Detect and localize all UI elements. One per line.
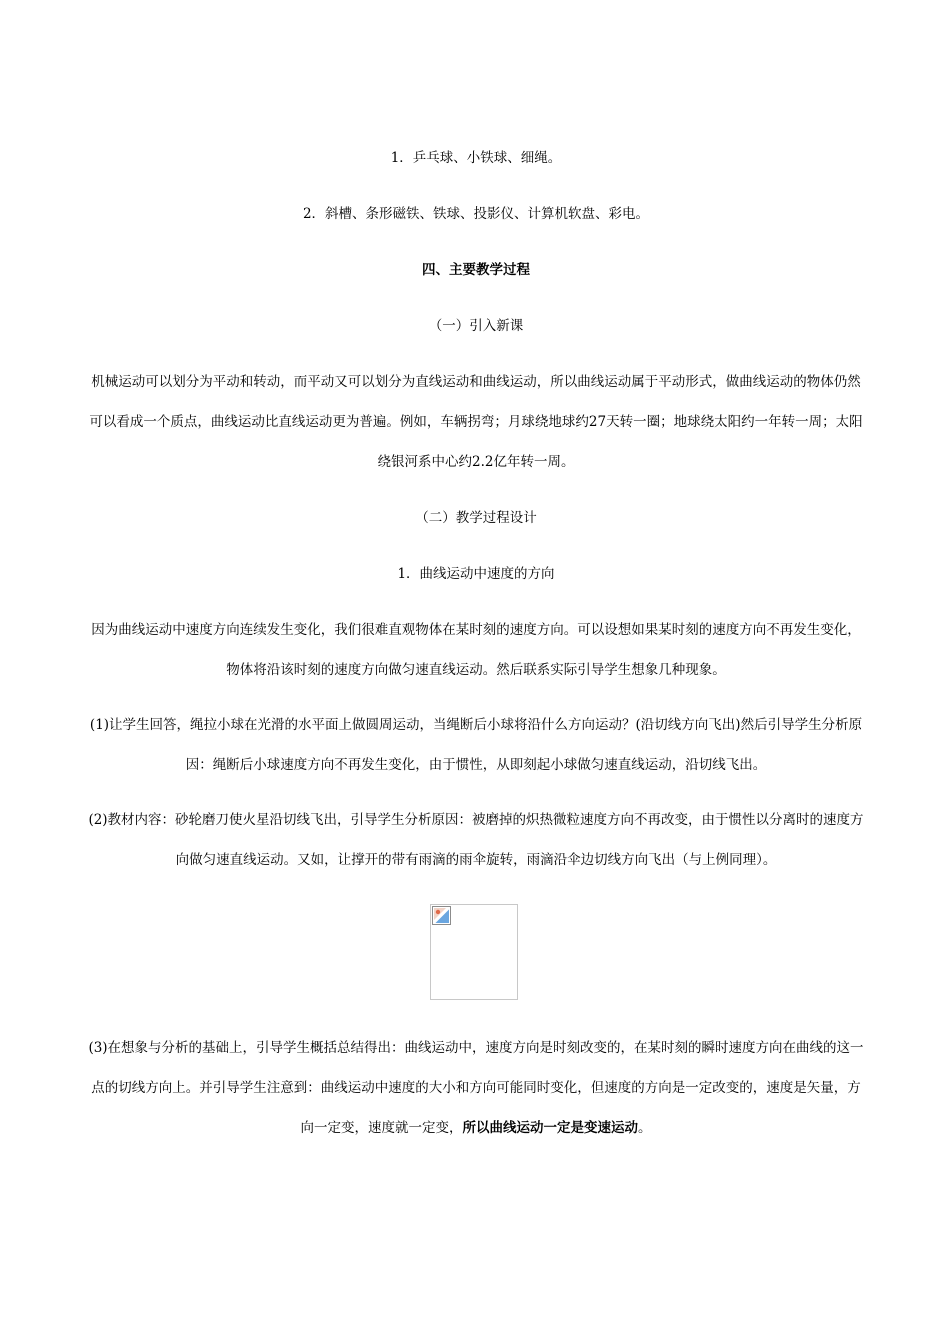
point-3-text: (3)在想象与分析的基础上，引导学生概括总结得出：曲线运动中，速度方向是时刻改变的，在某时刻的瞬时速度方向在曲线的这一点的切线方向上。并引导学生注意到：曲线运动中速度的大小和方向可能同时变化，但速度的方向是一定改变的，速度是矢量，方向一定变，速度就一定变，: [88, 1040, 864, 1136]
point-3-end: 。: [638, 1120, 652, 1136]
intro-paragraph: 机械运动可以划分为平动和转动，而平动又可以划分为直线运动和曲线运动，所以曲线运动属于平动形式，做曲线运动的物体仍然可以看成一个质点，曲线运动比直线运动更为普遍。例如，车辆拐弯；月球绕地球约27天转一圈；地球绕太阳约一年转一周；太阳绕银河系中心约2.2亿年转一周。: [89, 374, 863, 470]
materials-item-1: 1．乒乓球、小铁球、细绳。: [390, 150, 562, 166]
point-3-paragraph: [86, 1028, 866, 1148]
subsection-heading-intro: （一）引入新课: [428, 318, 524, 334]
section-heading: 四、主要教学过程: [422, 262, 530, 278]
broken-image-icon: [432, 906, 451, 925]
point-1-paragraph: (1)让学生回答，绳拉小球在光滑的水平面上做圆周运动，当绳断后小球将沿什么方向运动？(沿切线方向飞出)然后引导学生分析原因：绳断后小球速度方向不再发生变化，由于惯性，从即刻起小球做匀速直线运动，沿切线飞出。: [89, 717, 863, 773]
materials-item-2: 2．斜槽、条形磁铁、铁球、投影仪、计算机软盘、彩电。: [302, 206, 650, 222]
velocity-intro-paragraph: 因为曲线运动中速度方向连续发生变化，我们很难直观物体在某时刻的速度方向。可以设想如果某时刻的速度方向不再发生变化，物体将沿该时刻的速度方向做匀速直线运动。然后联系实际引导学生想象几种现象。: [91, 622, 861, 678]
point-3-conclusion: 所以曲线运动一定是变速运动: [462, 1120, 638, 1136]
topic-heading-velocity-direction: 1．曲线运动中速度的方向: [397, 566, 555, 582]
image-placeholder: [430, 904, 518, 1000]
subsection-heading-design: （二）教学过程设计: [415, 510, 537, 526]
point-2-paragraph: (2)教材内容：砂轮磨刀使火星沿切线飞出，引导学生分析原因：被磨掉的炽热微粒速度方向不再改变，由于惯性以分离时的速度方向做匀速直线运动。又如，让撑开的带有雨滴的雨伞旋转，雨滴沿伞边切线方向飞出（与上例同理）。: [88, 812, 864, 868]
